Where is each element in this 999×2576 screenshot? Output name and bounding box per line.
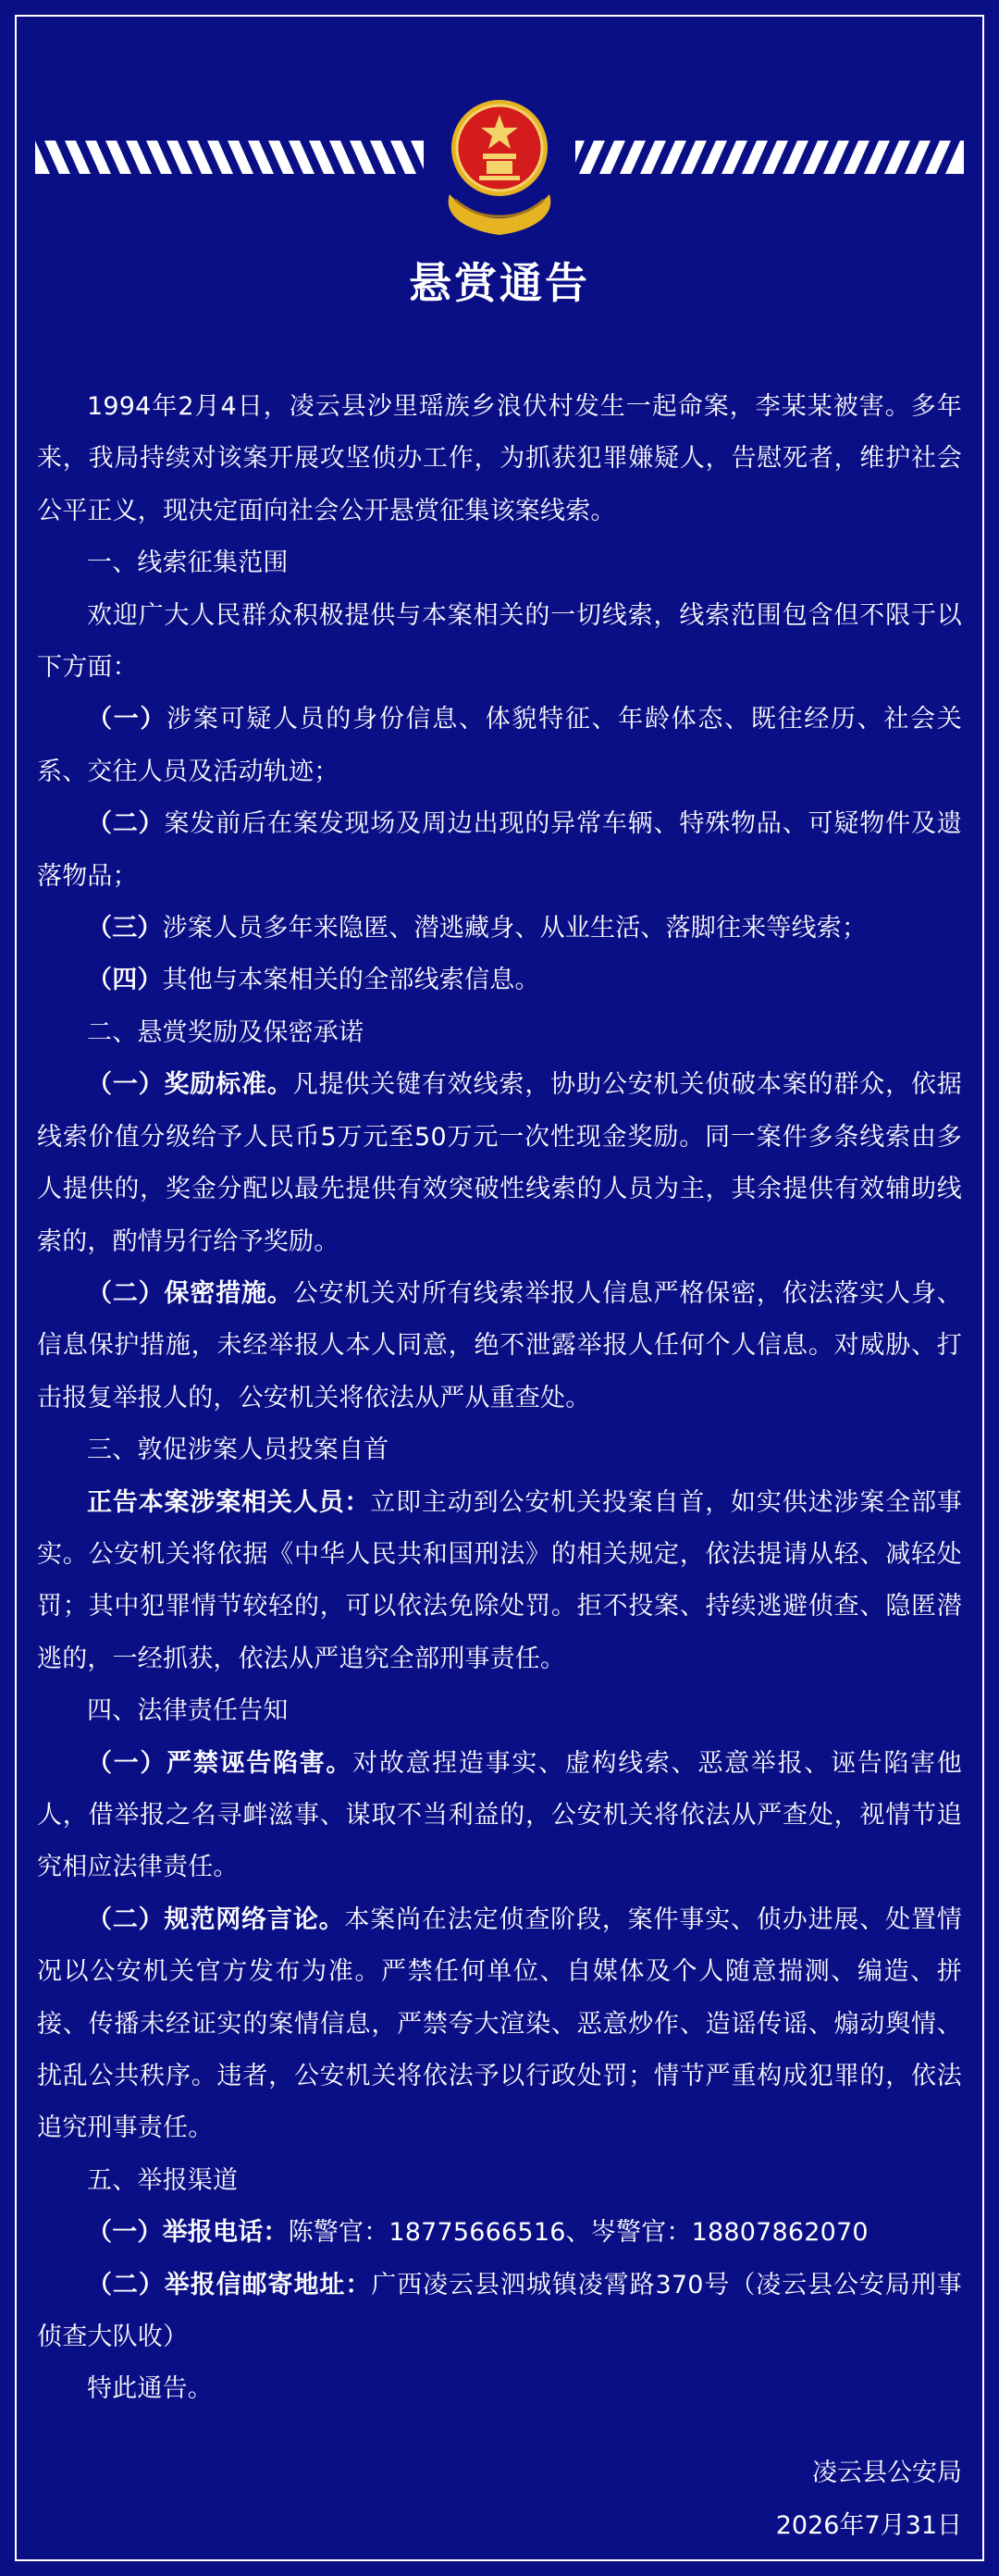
section-heading: 二、悬赏奖励及保密承诺: [87, 1017, 364, 1047]
clue-item-label: （四）: [87, 966, 163, 995]
reward-item-label: （一）奖励标准。: [87, 1070, 293, 1100]
legal-item-text: 对故意捏造事实、虚构线索、恶意举报、诬告陷害他人，借举报之名寻衅滋事、谋取不当利益的，公安机关将依法从严查处，视情节追究相应法律责任。: [37, 1748, 962, 1882]
clue-item: [37, 903, 962, 955]
clue-item: [37, 694, 962, 798]
clue-item: [37, 798, 962, 903]
notice-body: [37, 381, 962, 2416]
clue-item-label: （三）: [87, 914, 163, 943]
legal-item-text: 本案尚在法定侦查阶段，案件事实、侦办进展、处置情况以公安机关官方发布为准。严禁任何单位、自媒体及个人随意揣测、编造、拼接、传播未经证实的案情信息，严禁夸大渲染、恶意炒作、造谣传谣、煽动舆情、扰乱公共秩序。违者，公安机关将依法予以行政处罚；情节严重构成犯罪的，依法追究刑事责任。: [37, 1904, 962, 2143]
contact-mail-address: 广西凌云县泗城镇凌霄路370号（凌云县公安局刑事侦查大队收）: [37, 2270, 962, 2352]
right-stripe-ribbon: [575, 141, 964, 174]
legal-item: [37, 1738, 962, 1894]
issuer-name: 凌云县公安局: [812, 2459, 962, 2487]
legal-item-label: （一）严禁诬告陷害。: [87, 1748, 353, 1778]
reward-item: [37, 1059, 962, 1268]
legal-item-label: （二）规范网络言论。: [87, 1904, 345, 1934]
section-heading: 五、举报渠道: [87, 2165, 239, 2195]
surrender-text: 立即主动到公安机关投案自首，如实供述涉案全部事实。公安机关将依据《中华人民共和国刑法》的相关规定，依法提请从轻、减轻处罚；其中犯罪情节较轻的，可以依法免除处罚。拒不投案、持续逃避侦查、隐匿潜逃的，一经抓获，依法从严追究全部刑事责任。: [37, 1487, 962, 1673]
notice-title: 悬赏通告: [409, 258, 590, 308]
contact-item-label: （一）举报电话：: [87, 2218, 289, 2248]
reward-item-text: 公安机关对所有线索举报人信息严格保密，依法落实人身、信息保护措施，未经举报人本人同意，绝不泄露举报人任何个人信息。对威胁、打击报复举报人的，公安机关将依法从严从重查处。: [37, 1278, 962, 1412]
surrender-paragraph: [37, 1477, 962, 1686]
section-heading: 一、线索征集范围: [87, 548, 289, 578]
contact-item-label: （二）举报信邮寄地址：: [87, 2270, 372, 2299]
issue-date: 2026年7月31日: [775, 2511, 962, 2540]
clue-item-text: 案发前后在案发现场及周边出现的异常车辆、特殊物品、可疑物件及遗落物品；: [37, 809, 962, 891]
police-emblem-icon: [442, 92, 557, 237]
contact-item: [37, 2207, 962, 2259]
section-paragraph: 欢迎广大人民群众积极提供与本案相关的一切线索，线索范围包含但不限于以下方面：: [37, 600, 962, 683]
section-heading: 四、法律责任告知: [87, 1696, 289, 1726]
clue-item-label: （二）: [87, 809, 165, 839]
legal-item: [37, 1894, 962, 2155]
intro-paragraph: 1994年2月4日，凌云县沙里瑶族乡浪伏村发生一起命案，李某某被害。多年来，我局持续对该案开展攻坚侦办工作，为抓获犯罪嫌疑人，告慰死者，维护社会公平正义，现决定面向社会公开悬赏征集该案线索。: [37, 392, 962, 525]
closing-line: 特此通告。: [87, 2374, 213, 2404]
clue-item-text: 涉案可疑人员的身份信息、体貌特征、年龄体态、既往经历、社会关系、交往人员及活动轨迹；: [37, 705, 962, 786]
reward-item: [37, 1268, 962, 1424]
left-stripe-ribbon: [35, 141, 424, 174]
contact-phone-numbers: 陈警官：18775666516、岑警官：18807862070: [288, 2218, 869, 2248]
reward-item-label: （二）保密措施。: [87, 1278, 293, 1308]
clue-item-text: 涉案人员多年来隐匿、潜逃藏身、从业生活、落脚往来等线索；: [162, 914, 868, 943]
surrender-label: 正告本案涉案相关人员：: [87, 1487, 371, 1517]
clue-item: [37, 955, 962, 1006]
reward-item-text: 凡提供关键有效线索，协助公安机关侦破本案的群众，依据线索价值分级给予人民币5万元至50万元一次性现金奖励。同一案件多条线索由多人提供的，奖金分配以最先提供有效突破性线索的人员为主，其余提供有效辅助线索的，酌情另行给予奖励。: [37, 1070, 962, 1256]
section-heading: 三、敦促涉案人员投案自首: [87, 1436, 389, 1465]
clue-item-text: 其他与本案相关的全部线索信息。: [162, 966, 540, 995]
header-banner: [0, 92, 999, 240]
clue-item-label: （一）: [87, 705, 167, 734]
contact-item: [37, 2260, 962, 2364]
